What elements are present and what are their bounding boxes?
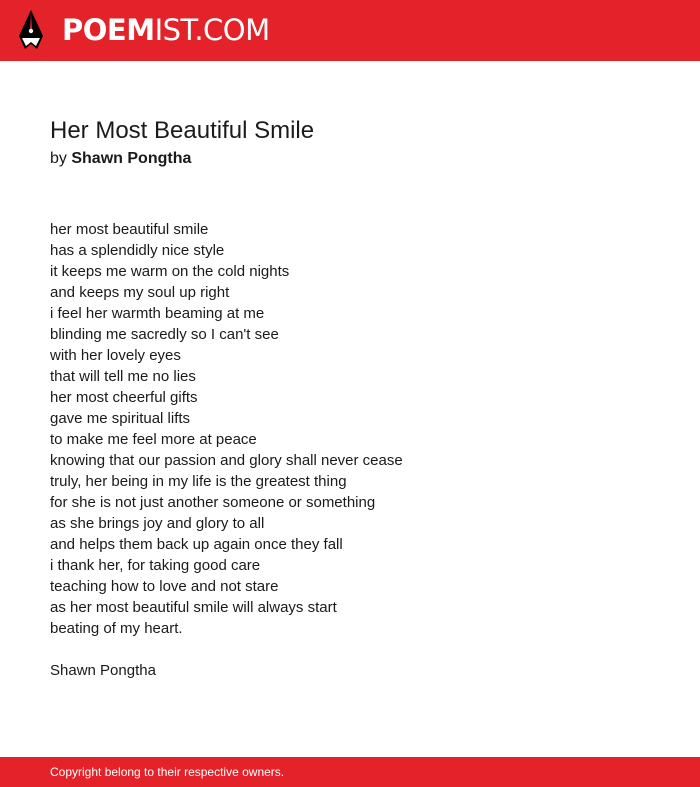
poem-body [50,219,670,639]
poem-line: i thank her, for taking good care [50,557,261,574]
site-logo-text [62,9,270,51]
site-header [0,0,700,61]
poem-title: Her Most Beautiful Smile [50,117,315,144]
poem-line: as her most beautiful smile will always start [50,599,337,616]
poem-line: with her lovely eyes [50,347,181,364]
logo-text-light: IST.COM [154,13,270,47]
poem-line: beating of my heart. [50,620,183,637]
pen-nib-icon [18,9,44,51]
author-link[interactable]: Shawn Pongtha [71,150,192,167]
poem-line: and helps them back up again once they fall [50,536,343,553]
poem-line: for she is not just another someone or something [50,494,376,511]
poem-line: it keeps me warm on the cold nights [50,263,290,280]
site-logo-link[interactable] [18,9,270,51]
poem-signature: Shawn Pongtha [50,662,156,679]
poem-line: as she brings joy and glory to all [50,515,265,532]
byline-prefix: by [50,150,67,167]
poem-line: gave me spiritual lifts [50,410,191,427]
poem-line: blinding me sacredly so I can't see [50,326,279,343]
poem-byline [50,148,191,170]
copyright-notice: Copyright belong to their respective owners. [50,765,285,779]
site-footer [0,757,700,787]
poem-line: teaching how to love and not stare [50,578,279,595]
poem-line: to make me feel more at peace [50,431,257,448]
poem-line: her most beautiful smile [50,221,209,238]
poem-line: her most cheerful gifts [50,389,198,406]
poem-line: and keeps my soul up right [50,284,230,301]
logo-text-strong: POEM [62,13,155,47]
poem-line: truly, her being in my life is the greatest thing [50,473,347,490]
poem-line: has a splendidly nice style [50,242,225,259]
poem-line: i feel her warmth beaming at me [50,305,265,322]
poem-line: knowing that our passion and glory shall never cease [50,452,403,469]
poem-line: that will tell me no lies [50,368,196,385]
